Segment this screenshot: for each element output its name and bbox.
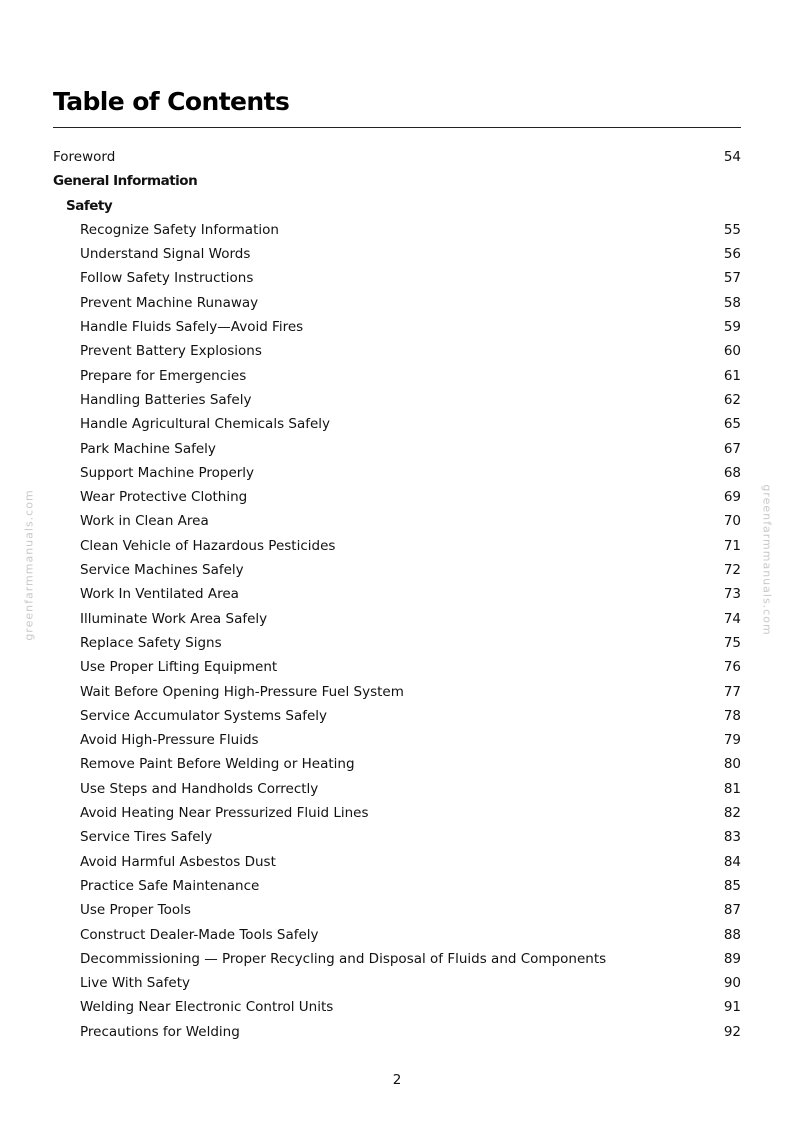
- toc-heading-label: Safety: [66, 197, 113, 214]
- toc-entry-label: Use Proper Lifting Equipment: [80, 659, 278, 676]
- toc-entry[interactable]: [53, 728, 741, 752]
- toc-entry-label: Service Tires Safely: [80, 829, 213, 846]
- toc-entry-page: 80: [723, 756, 741, 773]
- toc-entry-label: Precautions for Welding: [80, 1023, 240, 1040]
- toc-entry-page: 78: [723, 707, 741, 724]
- toc-entry[interactable]: [53, 412, 741, 436]
- toc-entry[interactable]: [53, 923, 741, 947]
- toc-entry-page: 54: [723, 149, 741, 165]
- toc-entry-page: 88: [723, 926, 741, 943]
- toc-entry[interactable]: [53, 704, 741, 728]
- toc-entry-page: 75: [723, 634, 741, 651]
- toc-entry[interactable]: [53, 995, 741, 1019]
- toc-entry-label: Understand Signal Words: [80, 246, 251, 263]
- toc-entry[interactable]: [53, 680, 741, 704]
- toc-entry-page: 81: [723, 780, 741, 797]
- toc-entry-label: Use Proper Tools: [80, 902, 191, 919]
- page-number: 2: [392, 1072, 402, 1088]
- toc-entry[interactable]: [53, 752, 741, 776]
- toc-entry-label: Prevent Machine Runaway: [80, 294, 259, 311]
- toc-entry-page: 57: [723, 270, 741, 287]
- toc-entry-label: Decommissioning — Proper Recycling and Disposal of Fluids and Components: [80, 950, 607, 967]
- watermark-left: greenfarmmanuals.com: [22, 489, 36, 641]
- toc-entry-label: Illuminate Work Area Safely: [80, 610, 268, 627]
- toc-entry-page: 60: [723, 343, 741, 360]
- toc-entry[interactable]: [53, 582, 741, 606]
- toc-entry-page: 68: [723, 464, 741, 481]
- toc-entry-label: Avoid Heating Near Pressurized Fluid Lines: [80, 805, 369, 822]
- toc-entry-foreword[interactable]: [53, 145, 741, 169]
- toc-entry-label: Work In Ventilated Area: [80, 586, 239, 603]
- toc-entry-label: Prepare for Emergencies: [80, 367, 247, 384]
- toc-entry-label: Handling Batteries Safely: [80, 391, 252, 408]
- toc-list: [53, 145, 741, 1044]
- toc-entry-label: Remove Paint Before Welding or Heating: [80, 756, 355, 773]
- toc-entry-page: 70: [723, 513, 741, 530]
- toc-entry-page: 62: [723, 391, 741, 408]
- toc-entry-label: Service Machines Safely: [80, 562, 244, 579]
- toc-entry-page: 76: [723, 659, 741, 676]
- toc-entry-label: Foreword: [53, 149, 116, 165]
- toc-entry-page: 91: [723, 999, 741, 1016]
- toc-entry-page: 59: [723, 319, 741, 336]
- toc-entry[interactable]: [53, 315, 741, 339]
- toc-entry[interactable]: [53, 1020, 741, 1044]
- toc-entry-page: 58: [723, 294, 741, 311]
- toc-entry-page: 82: [723, 805, 741, 822]
- toc-entry[interactable]: [53, 339, 741, 363]
- toc-entry-page: 67: [723, 440, 741, 457]
- toc-entry[interactable]: [53, 850, 741, 874]
- toc-entry[interactable]: [53, 874, 741, 898]
- toc-entry-page: 73: [723, 586, 741, 603]
- page-title: Table of Contents: [53, 87, 290, 116]
- toc-entry[interactable]: [53, 655, 741, 679]
- toc-entry[interactable]: [53, 777, 741, 801]
- toc-entry[interactable]: [53, 607, 741, 631]
- watermark-right: greenfarmmanuals.com: [760, 484, 774, 636]
- toc-entry-page: 71: [723, 537, 741, 554]
- toc-entry[interactable]: [53, 291, 741, 315]
- toc-entry-page: 83: [723, 829, 741, 846]
- toc-entry-label: Use Steps and Handholds Correctly: [80, 780, 319, 797]
- toc-entry-label: Welding Near Electronic Control Units: [80, 999, 334, 1016]
- toc-entry-page: 72: [723, 562, 741, 579]
- toc-entry-page: 56: [723, 246, 741, 263]
- toc-entry[interactable]: [53, 437, 741, 461]
- toc-entry-page: 87: [723, 902, 741, 919]
- toc-entry-label: Handle Agricultural Chemicals Safely: [80, 416, 331, 433]
- toc-entry-label: Follow Safety Instructions: [80, 270, 254, 287]
- toc-entry-label: Avoid High-Pressure Fluids: [80, 732, 259, 749]
- toc-entry[interactable]: [53, 534, 741, 558]
- toc-entry[interactable]: [53, 266, 741, 290]
- toc-entry-label: Prevent Battery Explosions: [80, 343, 262, 360]
- toc-entry[interactable]: [53, 631, 741, 655]
- toc-entry-label: Live With Safety: [80, 975, 190, 992]
- title-divider: [53, 127, 741, 128]
- toc-entry-label: Service Accumulator Systems Safely: [80, 707, 328, 724]
- toc-entry-label: Wear Protective Clothing: [80, 489, 248, 506]
- toc-entry-page: 85: [723, 877, 741, 894]
- toc-entry[interactable]: [53, 947, 741, 971]
- toc-entry-page: 92: [723, 1023, 741, 1040]
- toc-entry-label: Clean Vehicle of Hazardous Pesticides: [80, 537, 336, 554]
- toc-entry-label: Practice Safe Maintenance: [80, 877, 260, 894]
- toc-entry[interactable]: [53, 898, 741, 922]
- toc-entry-label: Work in Clean Area: [80, 513, 209, 530]
- toc-entry-label: Support Machine Properly: [80, 464, 255, 481]
- toc-entry[interactable]: [53, 242, 741, 266]
- toc-entry-page: 77: [723, 683, 741, 700]
- toc-entry-page: 65: [723, 416, 741, 433]
- toc-entry-page: 69: [723, 489, 741, 506]
- toc-entry[interactable]: [53, 485, 741, 509]
- toc-entry[interactable]: [53, 825, 741, 849]
- toc-entry[interactable]: [53, 364, 741, 388]
- toc-entry-label: Construct Dealer-Made Tools Safely: [80, 926, 319, 943]
- toc-entry[interactable]: [53, 461, 741, 485]
- toc-entry-label: Replace Safety Signs: [80, 634, 222, 651]
- toc-entry-label: Wait Before Opening High-Pressure Fuel System: [80, 683, 404, 700]
- toc-entry-label: Avoid Harmful Asbestos Dust: [80, 853, 276, 870]
- toc-entry-label: Park Machine Safely: [80, 440, 216, 457]
- toc-entry[interactable]: [53, 388, 741, 412]
- toc-entry-page: 90: [723, 975, 741, 992]
- toc-entry-label: Handle Fluids Safely—Avoid Fires: [80, 319, 304, 336]
- toc-heading-label: General Information: [53, 173, 198, 190]
- toc-entry[interactable]: [53, 801, 741, 825]
- toc-entry-page: 84: [723, 853, 741, 870]
- toc-heading-general-information[interactable]: [53, 169, 741, 193]
- toc-entry-page: 79: [723, 732, 741, 749]
- toc-entry-page: 89: [723, 950, 741, 967]
- toc-entry-page: 55: [723, 221, 741, 238]
- toc-entry[interactable]: [53, 218, 741, 242]
- toc-heading-safety[interactable]: [53, 194, 741, 218]
- toc-entry-label: Recognize Safety Information: [80, 221, 279, 238]
- toc-entry-page: 61: [723, 367, 741, 384]
- toc-entry-page: 74: [723, 610, 741, 627]
- toc-entry[interactable]: [53, 558, 741, 582]
- toc-entry[interactable]: [53, 971, 741, 995]
- toc-entry[interactable]: [53, 509, 741, 533]
